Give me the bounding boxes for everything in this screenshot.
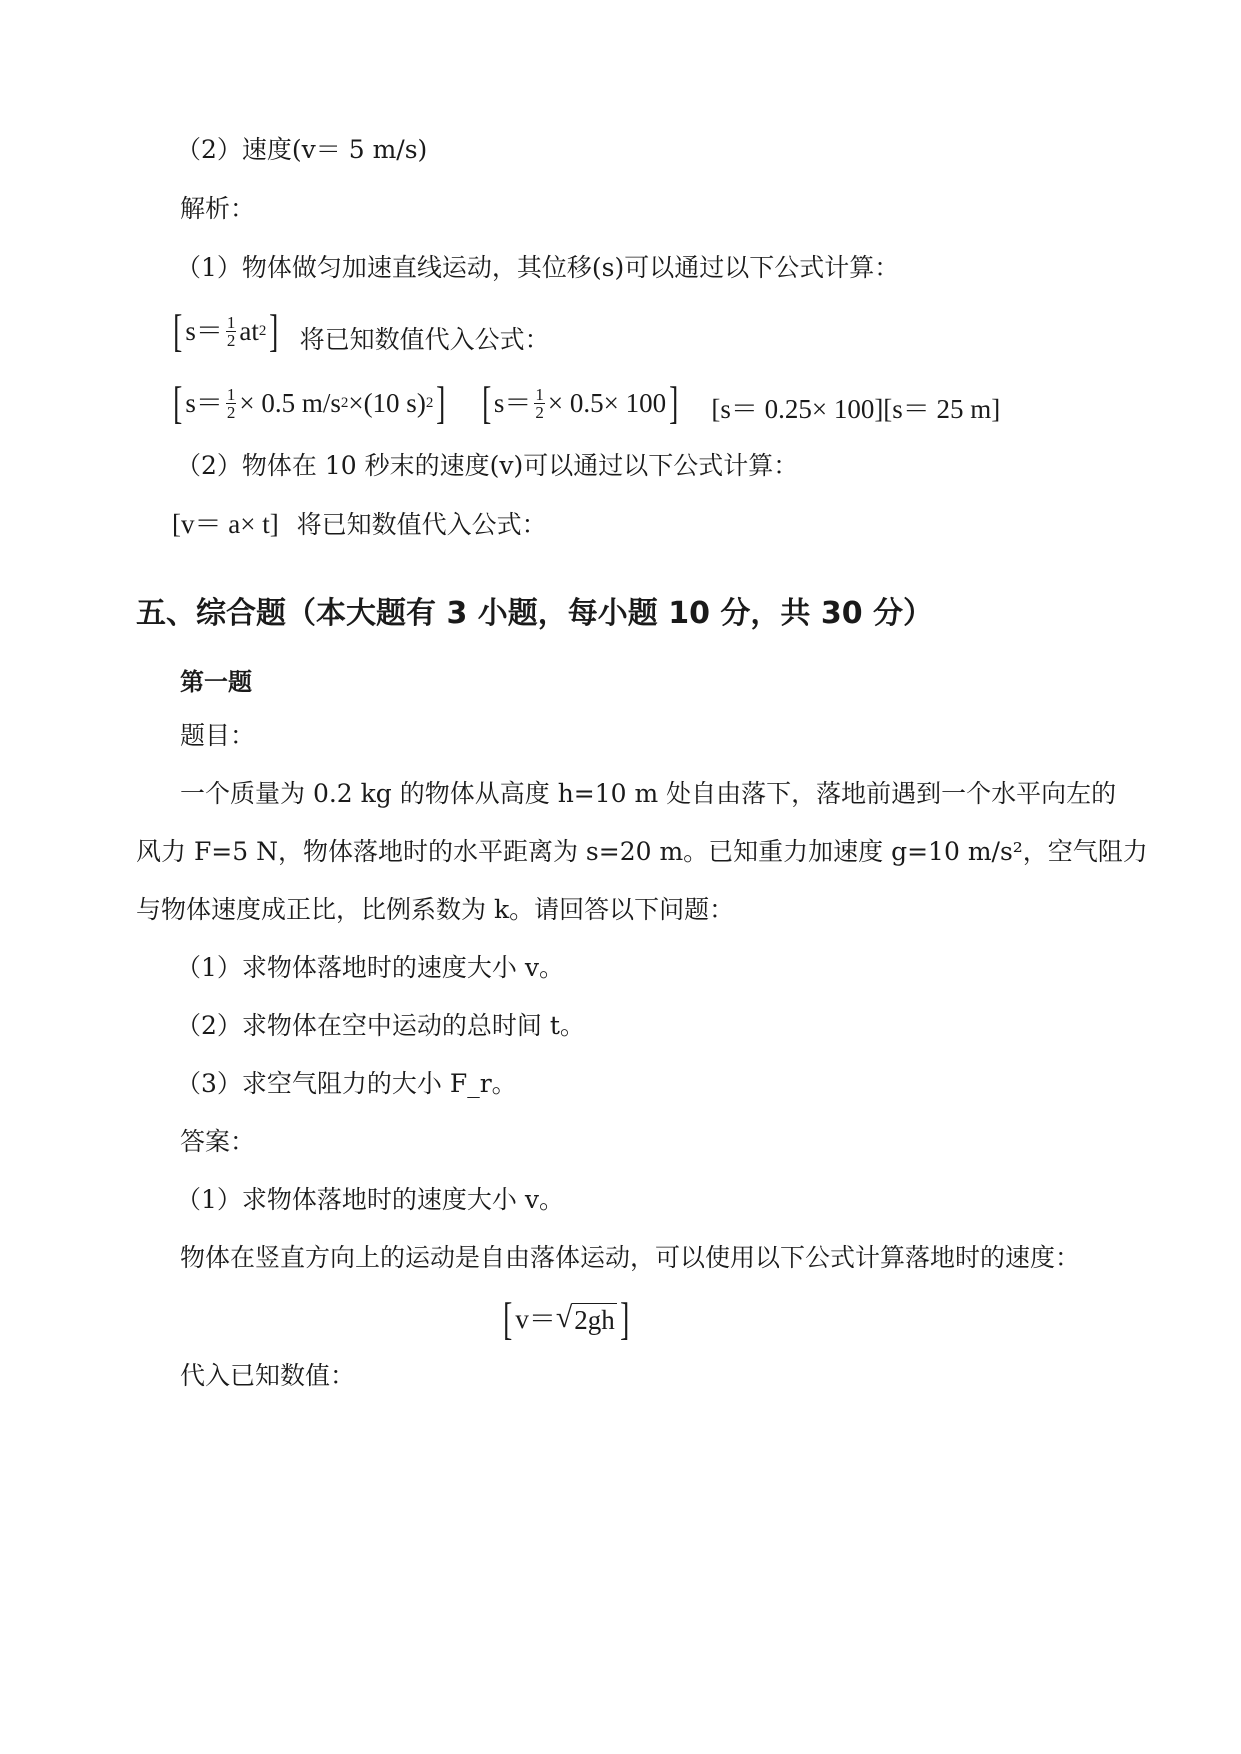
formula-substitution-row	[170, 377, 1001, 428]
exponent: 2	[258, 323, 267, 339]
formula-lhs: s＝	[185, 388, 223, 418]
fraction-numerator: 1	[226, 384, 236, 404]
substitution-label: 代入已知数值：	[180, 1361, 356, 1390]
answer-label: 答案：	[180, 1127, 256, 1156]
formula-velocity-row	[172, 508, 547, 541]
answer-step-1: （1）求物体落地时的速度大小 v。	[176, 1185, 564, 1214]
fraction-numerator: 1	[226, 312, 236, 332]
formula-substitution-c: [s＝ 0.25× 100][s＝ 25 m]	[711, 394, 1001, 424]
question-paragraph-3: 与物体速度成正比，比例系数为 k。请回答以下问题：	[136, 895, 735, 924]
fraction	[534, 386, 545, 421]
formula-term: ×(10 s)	[348, 388, 426, 418]
exponent: 2	[425, 395, 434, 411]
sub-question-3: （3）求空气阻力的大小 F_r。	[176, 1069, 517, 1098]
section-heading: 五、综合题（本大题有 3 小题，每小题 10 分，共 30 分）	[136, 596, 934, 631]
formula-freefall-row	[500, 1293, 632, 1344]
formula-displacement-row	[170, 305, 550, 356]
formula-lhs: s＝	[185, 316, 223, 346]
formula-lhs: s＝	[493, 388, 532, 418]
square-root: √ 2gh	[555, 1300, 615, 1335]
fraction-denominator: 2	[535, 402, 544, 422]
formula-freefall: [ v＝ √ 2gh ]	[503, 1293, 630, 1344]
question-label: 题目：	[180, 721, 256, 750]
analysis-step-1: （1）物体做匀加速直线运动，其位移(s)可以通过以下公式计算：	[176, 253, 900, 282]
fraction-denominator: 2	[226, 330, 236, 350]
substitute-note: 将已知数值代入公式：	[299, 324, 550, 354]
answer-explanation: 物体在竖直方向上的运动是自由落体运动，可以使用以下公式计算落地时的速度：	[180, 1243, 1081, 1272]
formula-lhs: v＝	[515, 1304, 556, 1334]
analysis-label: 解析：	[180, 194, 256, 223]
formula-displacement: [ s＝ $\frac{1}{2}$ at 2 ]	[173, 305, 279, 356]
fraction-denominator: 2	[226, 402, 236, 422]
formula-substitution-a: [ s＝ $\frac{1}{2}$ × 0.5 m/s 2 ×(10 s) 2 ]	[173, 377, 446, 428]
fraction	[226, 314, 237, 349]
fraction-numerator: 1	[535, 384, 544, 404]
question-title: 第一题	[180, 668, 252, 696]
answer-line-velocity: （2）速度(v＝ 5 m/s)	[176, 135, 428, 164]
analysis-step-2: （2）物体在 10 秒末的速度(v)可以通过以下公式计算：	[176, 451, 799, 480]
radicand: 2gh	[574, 1304, 615, 1335]
formula-substitution-b: [ s＝ $\frac{1}{2}$ × 0.5× 100 ]	[481, 377, 679, 428]
sub-question-2: （2）求物体在空中运动的总时间 t。	[176, 1011, 585, 1040]
formula-term: × 0.5× 100	[547, 388, 667, 418]
formula-term: × 0.5 m/s	[239, 388, 341, 418]
exponent: 2	[340, 395, 349, 411]
fraction	[226, 386, 237, 421]
sub-question-1: （1）求物体落地时的速度大小 v。	[176, 953, 564, 982]
formula-term: at	[239, 316, 259, 346]
formula-velocity: [v＝ a× t]	[172, 509, 279, 539]
substitute-note: 将已知数值代入公式：	[296, 510, 547, 539]
question-paragraph-2: 风力 F=5 N，物体落地时的水平距离为 s=20 m。已知重力加速度 g=10 m/s²，空气阻力	[136, 837, 1148, 866]
question-paragraph-1: 一个质量为 0.2 kg 的物体从高度 h=10 m 处自由落下，落地前遇到一个水平向左的	[180, 779, 1117, 808]
